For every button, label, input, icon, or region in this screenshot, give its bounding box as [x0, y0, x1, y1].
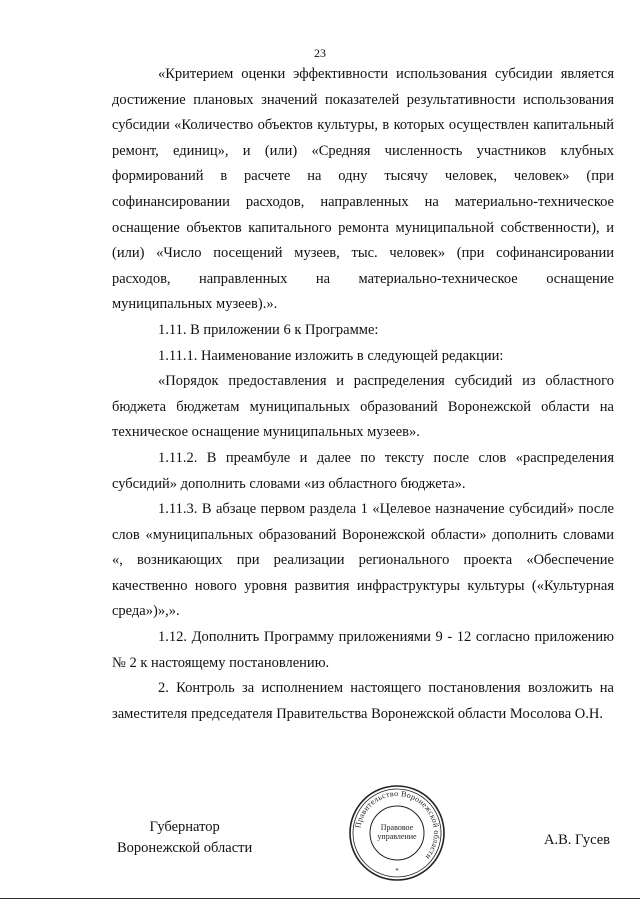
seal-star: * [395, 867, 399, 875]
seal-ring-text: Правительство Воронежской области [353, 788, 442, 862]
paragraph-1-11-1: 1.11.1. Наименование изложить в следующей редакции: [158, 347, 504, 364]
page-number: 23 [314, 46, 326, 60]
seal-center-line2: управление [377, 832, 417, 841]
seal-center-line1: Правовое [380, 823, 414, 832]
page-bottom-edge [0, 898, 640, 899]
paragraph-procedure-title: «Порядок предоставления и распределения субсидий из областного бюджета бюджетам муниципальных образований Воронежской области на техническое оснащение муниципальных музеев». [112, 373, 614, 441]
signatory-name: А.В. Гусев [544, 832, 610, 848]
document-body [112, 62, 614, 727]
paragraph-criterion: «Критерием оценки эффективности использования субсидии является достижение плановых значений показателей результативности использования субсидии «Количество объектов культуры, в которых осуществлен капитальный ремонт, единиц», и (или) «Средняя численность участников клубных формирований в расчете на одну тысячу человек, человек» (при софинансировании расходов, направленных на материально-техническое оснащение объектов капитального ремонта муниципальной собственности), и (или) «Число посещений музеев, тыс. человек» (при софинансировании расходов, направленных на материально-техническое оснащение муниципальных музеев).». [112, 66, 614, 313]
paragraph-2-control: 2. Контроль за исполнением настоящего постановления возложить на заместителя председателя Правительства Воронежской области Мосолова О.Н. [112, 680, 614, 722]
paragraph-1-11-2: 1.11.2. В преамбуле и далее по тексту после слов «распределения субсидий» дополнить словами «из областного бюджета». [112, 449, 614, 492]
signatory-region: Воронежской области [117, 840, 253, 856]
paragraph-1-12: 1.12. Дополнить Программу приложениями 9 - 12 согласно приложению № 2 к настоящему постановлению. [112, 629, 614, 671]
signatory-position [117, 817, 252, 859]
paragraph-1-11: 1.11. В приложении 6 к Программе: [158, 321, 379, 338]
signatory-title: Губернатор [149, 819, 220, 835]
paragraph-1-11-3: 1.11.3. В абзаце первом раздела 1 «Целевое назначение субсидий» после слов «муниципальных образований Воронежской области» дополнить словами «, возникающих при реализации регионального проекта «Обеспечение качественно нового уровня развития инфраструктуры культуры («Культурная среда»)»,». [112, 501, 614, 620]
official-seal-stamp [347, 783, 447, 883]
